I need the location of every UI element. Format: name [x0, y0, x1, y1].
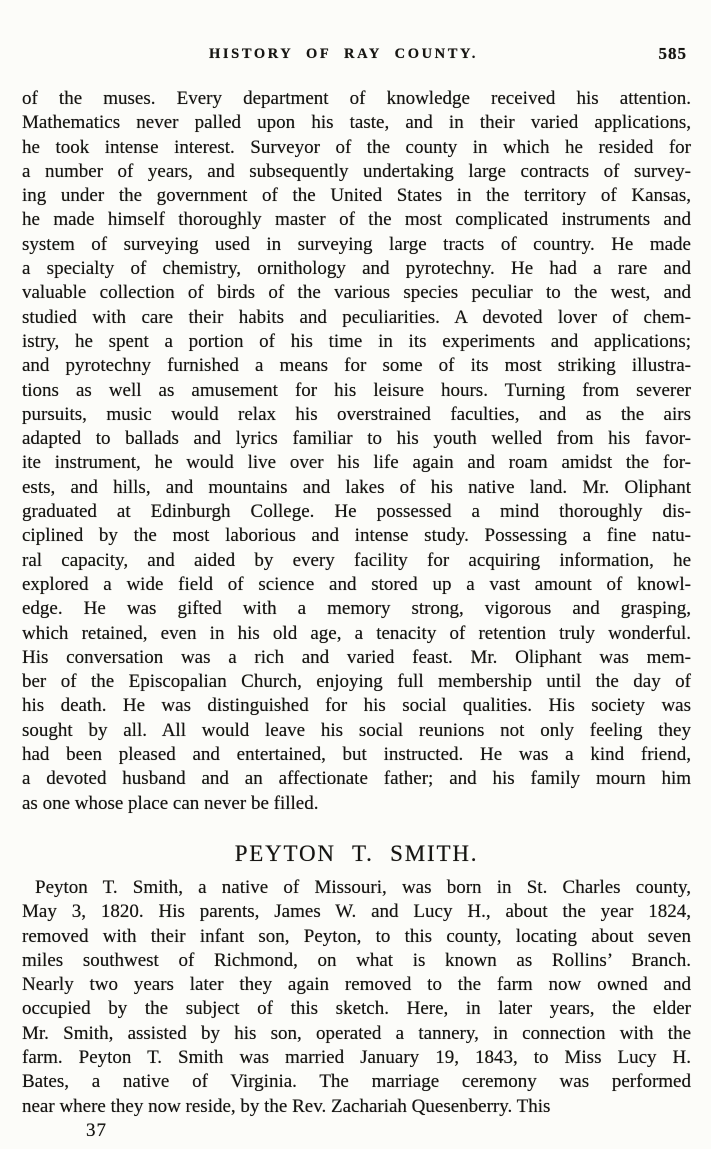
text-line: ing under the government of the United States in the territory of Kansas,: [22, 185, 691, 207]
text-line: valuable collection of birds of the various species peculiar to the west, and: [22, 282, 691, 304]
text-line: sought by all. All would leave his social reunions not only feeling they: [22, 719, 691, 741]
header-title: HISTORY OF RAY COUNTY.: [209, 46, 478, 62]
text-line: pursuits, music would relax his overstrained faculties, and as the airs: [22, 403, 691, 425]
text-line: Nearly two years later they again removed to the farm now owned and: [22, 974, 691, 996]
text-line: had been pleased and entertained, but instructed. He was a kind friend,: [22, 744, 691, 766]
text-line: ber of the Episcopalian Church, enjoying full membership until the day of: [22, 671, 691, 693]
text-line: edge. He was gifted with a memory strong, vigorous and grasping,: [22, 598, 691, 620]
text-line: His conversation was a rich and varied feast. Mr. Oliphant was mem-: [22, 646, 691, 668]
text-line: occupied by the subject of this sketch. Here, in later years, the elder: [22, 998, 691, 1020]
text-line: Peyton T. Smith, a native of Missouri, was born in St. Charles county,: [35, 876, 691, 898]
text-line: near where they now reside, by the Rev. Zachariah Quesenberry. This: [22, 1095, 551, 1117]
running-header: [22, 46, 689, 66]
text-line: a specialty of chemistry, ornithology and pyrotechny. He had a rare and: [22, 258, 691, 280]
text-line: ciplined by the most laborious and intense study. Possessing a fine natu-: [22, 525, 691, 547]
text-line: istry, he spent a portion of his time in its experiments and applications;: [22, 330, 691, 352]
text-line: he took intense interest. Surveyor of the county in which he resided for: [22, 136, 691, 158]
text-line: May 3, 1820. His parents, James W. and Lucy H., about the year 1824,: [22, 901, 691, 923]
text-line: ral capacity, and aided by every facility for acquiring information, he: [22, 549, 691, 571]
text-line: Bates, a native of Virginia. The marriage ceremony was performed: [22, 1071, 691, 1093]
text-line: graduated at Edinburgh College. He possessed a mind thoroughly dis-: [22, 501, 691, 523]
text-line: as one whose place can never be filled.: [22, 792, 319, 814]
text-line: he made himself thoroughly master of the most complicated instruments and: [22, 209, 691, 231]
text-line: tions as well as amusement for his leisure hours. Turning from severer: [22, 379, 691, 401]
page-number: 585: [658, 44, 687, 63]
text-line: a number of years, and subsequently undertaking large contracts of survey-: [22, 160, 691, 182]
text-line: ests, and hills, and mountains and lakes of his native land. Mr. Oliphant: [22, 476, 691, 498]
signature-number: 37: [86, 1119, 107, 1141]
text-line: Mr. Smith, assisted by his son, operated a tannery, in connection with the: [22, 1022, 691, 1044]
text-line: ite instrument, he would live over his life again and roam amidst the for-: [22, 452, 691, 474]
smith-biography-paragraph: [22, 876, 691, 1119]
text-line: removed with their infant son, Peyton, to this county, locating about seven: [22, 925, 691, 947]
text-line: adapted to ballads and lyrics familiar to his youth welled from his favor-: [22, 428, 691, 450]
text-line: of the muses. Every department of knowledge received his attention.: [22, 88, 691, 109]
text-line: studied with care their habits and peculiarities. A devoted lover of chem-: [22, 306, 691, 328]
text-line: miles southwest of Richmond, on what is known as Rollins’ Branch.: [22, 949, 691, 971]
text-line: explored a wide field of science and stored up a vast amount of knowl-: [22, 573, 691, 595]
text-line: system of surveying used in surveying large tracts of country. He made: [22, 233, 691, 255]
text-line: which retained, even in his old age, a tenacity of retention truly wonderful.: [22, 622, 691, 644]
text-line: his death. He was distinguished for his social qualities. His society was: [22, 695, 691, 717]
text-line: and pyrotechny furnished a means for some of its most striking illustra-: [22, 355, 691, 377]
text-line: farm. Peyton T. Smith was married January 19, 1843, to Miss Lucy H.: [22, 1046, 691, 1068]
oliphant-biography-paragraph: [22, 87, 691, 816]
section-heading: PEYTON T. SMITH.: [234, 840, 479, 866]
text-line: Mathematics never palled upon his taste, and in their varied applications,: [22, 112, 691, 134]
text-block: [22, 87, 691, 1143]
text-line: a devoted husband and an affectionate father; and his family mourn him: [22, 768, 691, 790]
